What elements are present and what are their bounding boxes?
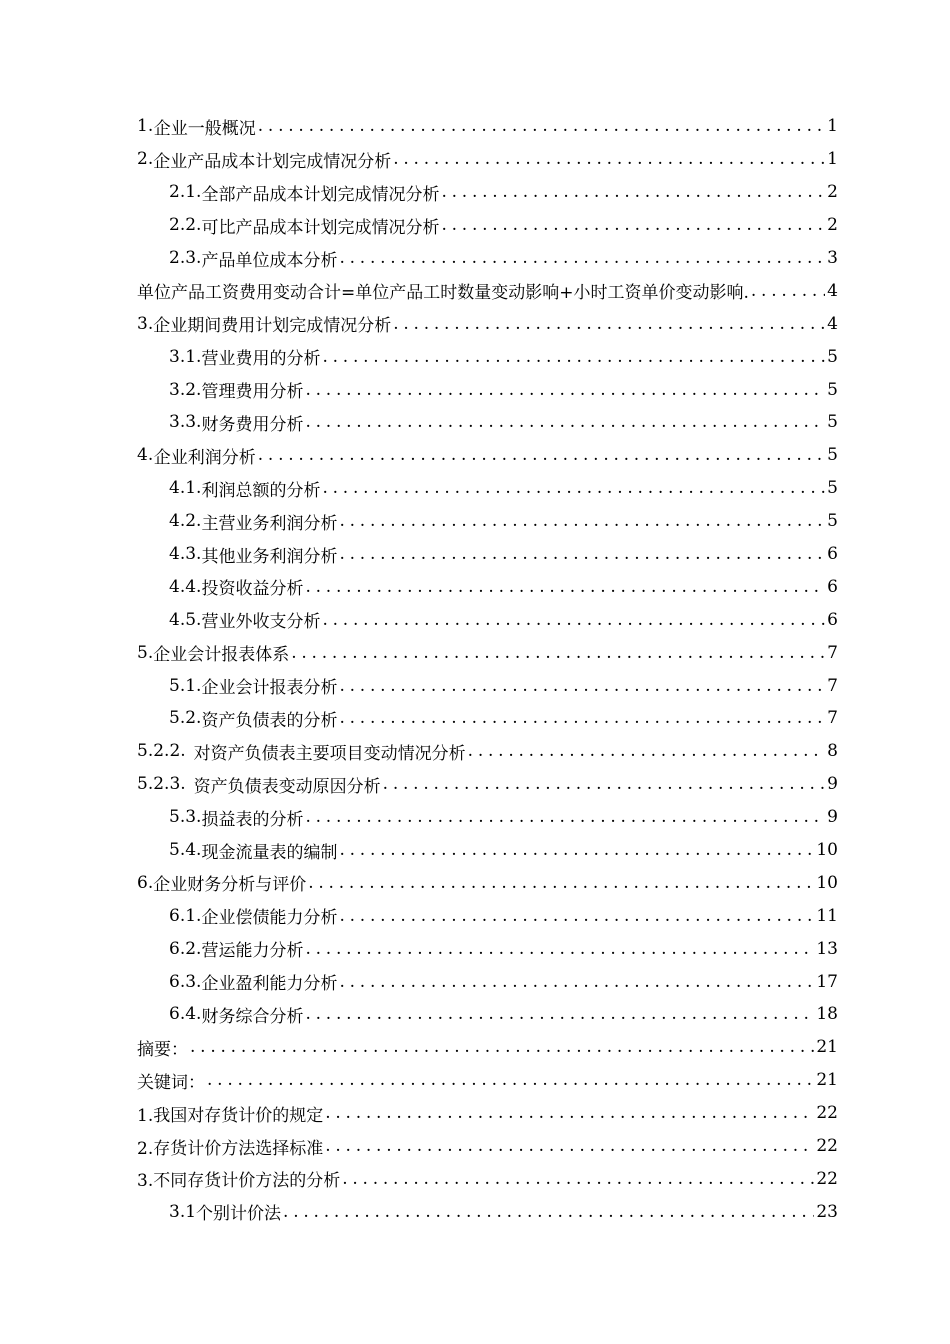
toc-entry[interactable] <box>137 603 838 636</box>
toc-entry-title: 摘要： <box>137 1039 188 1060</box>
toc-entry-page-number: 6 <box>827 544 838 565</box>
dot-leader <box>322 610 825 630</box>
toc-entry-number: 3. <box>137 313 154 334</box>
toc-entry[interactable] <box>137 998 838 1031</box>
toc-entry-number: 5.2.3. <box>137 774 186 795</box>
toc-entry-title: 营运能力分析 <box>201 941 304 962</box>
toc-entry[interactable] <box>137 735 838 768</box>
dot-leader <box>393 314 825 334</box>
toc-entry-title: 2.存货计价方法选择标准 <box>137 1138 324 1159</box>
table-of-contents <box>137 110 838 1228</box>
toc-entry-title: 企业产品成本计划完成情况分析 <box>153 151 392 172</box>
toc-entry-number: 6.4. <box>169 1004 202 1025</box>
toc-entry-title: 企业财务分析与评价 <box>153 875 307 896</box>
toc-entry-page-number: 22 <box>816 1168 838 1189</box>
toc-entry[interactable] <box>137 801 838 834</box>
dot-leader <box>339 544 825 564</box>
toc-entry-page-number: 5 <box>827 379 838 400</box>
toc-entry-number: 2.3. <box>169 248 202 268</box>
toc-entry-page-number: 4 <box>827 280 838 301</box>
toc-entry-page-number: 4 <box>827 313 838 334</box>
toc-entry-number: 6. <box>137 872 154 893</box>
dot-leader <box>207 1070 814 1090</box>
toc-entry-title: 营业外收支分析 <box>201 612 321 633</box>
dot-leader <box>305 577 825 597</box>
toc-entry[interactable] <box>137 209 838 242</box>
toc-entry-number: 3.1 <box>169 1201 197 1222</box>
toc-entry-page-number: 8 <box>827 741 838 762</box>
dot-leader <box>308 873 814 893</box>
dot-leader <box>258 116 825 136</box>
toc-entry-page-number: 1 <box>827 149 838 170</box>
toc-entry[interactable] <box>137 1130 838 1163</box>
toc-entry-number: 3.2. <box>169 379 202 400</box>
toc-entry-title: 财务综合分析 <box>201 1006 304 1027</box>
toc-entry[interactable] <box>137 1064 838 1097</box>
toc-entry-title: 资产负债表的分析 <box>201 710 338 731</box>
dot-leader <box>339 972 814 992</box>
dot-leader <box>305 1004 814 1024</box>
dot-leader <box>258 445 825 465</box>
toc-entry-page-number: 21 <box>816 1037 838 1058</box>
toc-entry-page-number: 5 <box>827 445 838 466</box>
toc-entry-title: 企业一般概况 <box>153 118 256 139</box>
toc-entry-page-number: 2 <box>827 215 838 236</box>
toc-entry-number: 1. <box>137 116 154 137</box>
toc-entry-page-number: 11 <box>816 905 838 926</box>
toc-entry-title: 损益表的分析 <box>201 809 304 830</box>
toc-entry-title: 全部产品成本计划完成情况分析 <box>201 184 440 205</box>
dot-leader <box>339 248 825 268</box>
dot-leader <box>305 807 825 827</box>
toc-entry-title: 3.不同存货计价方法的分析 <box>137 1171 341 1192</box>
toc-entry[interactable] <box>137 242 838 275</box>
dot-leader <box>305 380 825 400</box>
toc-entry-page-number: 7 <box>827 675 838 696</box>
toc-entry-title: 现金流量表的编制 <box>201 842 338 863</box>
toc-entry-title: 关键词： <box>137 1072 205 1093</box>
toc-entry-title: 资产负债表变动原因分析 <box>193 776 381 797</box>
toc-entry-title: 财务费用分析 <box>201 414 304 435</box>
dot-leader <box>441 182 825 202</box>
toc-entry-number: 2. <box>137 149 154 170</box>
dot-leader <box>305 939 814 959</box>
toc-entry-page-number: 1 <box>827 116 838 137</box>
toc-entry-page-number: 7 <box>827 642 838 663</box>
toc-entry-number: 5.1. <box>169 675 202 696</box>
toc-entry-number: 3.3. <box>169 412 202 433</box>
toc-entry-title: 企业会计报表体系 <box>153 645 290 666</box>
toc-entry-number: 6.2. <box>169 938 202 959</box>
toc-entry-page-number: 6 <box>827 576 838 597</box>
dot-leader <box>325 1103 814 1123</box>
dot-leader <box>393 149 825 169</box>
dot-leader <box>342 1169 814 1189</box>
toc-entry-page-number: 5 <box>827 346 838 367</box>
toc-entry[interactable] <box>137 768 838 801</box>
dot-leader <box>383 774 826 794</box>
toc-entry[interactable] <box>137 669 838 702</box>
toc-entry-number: 5.2. <box>169 708 202 729</box>
dot-leader <box>339 906 814 926</box>
toc-entry[interactable] <box>137 636 838 669</box>
toc-entry[interactable] <box>137 899 838 932</box>
toc-entry[interactable] <box>137 932 838 965</box>
toc-entry-page-number: 22 <box>816 1136 838 1157</box>
toc-entry-number: 6.1. <box>169 905 202 926</box>
toc-entry[interactable] <box>137 538 838 571</box>
toc-entry-title: 企业会计报表分析 <box>201 678 338 699</box>
toc-entry-title: 产品单位成本分析 <box>201 250 338 271</box>
toc-entry[interactable] <box>137 1031 838 1064</box>
dot-leader <box>339 676 825 696</box>
toc-entry-number: 4. <box>137 445 154 466</box>
toc-entry-page-number: 5 <box>827 412 838 433</box>
toc-entry-number: 5. <box>137 642 154 663</box>
dot-leader <box>339 840 814 860</box>
toc-entry-title: 单位产品工资费用变动合计=单位产品工时数量变动影响+小时工资单价变动影响. <box>137 283 749 304</box>
toc-entry-title: 其他业务利润分析 <box>201 546 338 567</box>
dot-leader <box>468 741 826 761</box>
toc-entry-title: 企业盈利能力分析 <box>201 974 338 995</box>
toc-entry-number: 4.1. <box>169 478 202 499</box>
toc-entry-title: 主营业务利润分析 <box>201 513 338 534</box>
toc-entry-title: 个别计价法 <box>196 1204 282 1225</box>
toc-entry[interactable] <box>137 866 838 899</box>
toc-entry-title: 利润总额的分析 <box>201 480 321 501</box>
toc-entry[interactable] <box>137 702 838 735</box>
toc-entry[interactable] <box>137 965 838 998</box>
toc-entry[interactable] <box>137 143 838 176</box>
toc-entry-page-number: 10 <box>816 872 838 893</box>
toc-entry[interactable] <box>137 505 838 538</box>
toc-entry[interactable] <box>137 373 838 406</box>
toc-entry-page-number: 5 <box>827 478 838 499</box>
toc-entry-page-number: 18 <box>816 1004 838 1025</box>
toc-entry-number: 2.1. <box>169 182 202 203</box>
toc-entry-page-number: 21 <box>816 1070 838 1091</box>
dot-leader <box>339 708 825 728</box>
toc-entry-title: 对资产负债表主要项目变动情况分析 <box>193 743 466 764</box>
dot-leader <box>291 643 825 663</box>
dot-leader <box>339 511 825 531</box>
toc-entry-number: 4.5. <box>169 609 202 630</box>
toc-entry[interactable] <box>137 176 838 209</box>
toc-entry[interactable] <box>137 439 838 472</box>
toc-entry-page-number: 5 <box>827 511 838 532</box>
toc-entry[interactable] <box>137 834 838 867</box>
toc-entry-number: 4.2. <box>169 511 202 532</box>
toc-entry-title: 可比产品成本计划完成情况分析 <box>201 217 440 238</box>
toc-entry-number: 3.1. <box>169 346 202 367</box>
toc-entry[interactable] <box>137 1195 838 1228</box>
toc-entry-page-number: 9 <box>827 807 838 828</box>
toc-entry[interactable] <box>137 472 838 505</box>
toc-entry-number: 5.3. <box>169 807 202 828</box>
toc-entry-title: 企业偿债能力分析 <box>201 908 338 929</box>
toc-entry[interactable] <box>137 110 838 143</box>
toc-entry[interactable] <box>137 274 838 307</box>
toc-entry-number: 2.2. <box>169 215 202 236</box>
toc-entry-title: 企业利润分析 <box>153 447 256 468</box>
toc-entry-page-number: 9 <box>827 774 838 795</box>
toc-entry-title: 企业期间费用计划完成情况分析 <box>153 316 392 337</box>
dot-leader <box>751 281 825 301</box>
toc-entry-number: 4.3. <box>169 544 202 565</box>
dot-leader <box>322 347 825 367</box>
toc-entry-title: 管理费用分析 <box>201 382 304 403</box>
toc-entry-page-number: 23 <box>816 1201 838 1222</box>
toc-entry-page-number: 22 <box>816 1103 838 1124</box>
toc-entry-page-number: 10 <box>816 840 838 861</box>
toc-entry-title: 营业费用的分析 <box>201 349 321 370</box>
toc-entry-number: 6.3. <box>169 971 202 992</box>
toc-entry[interactable] <box>137 570 838 603</box>
toc-entry[interactable] <box>137 307 838 340</box>
dot-leader <box>322 478 825 498</box>
dot-leader <box>325 1136 814 1156</box>
toc-entry-number: 5.2.2. <box>137 741 186 762</box>
toc-entry-page-number: 2 <box>827 182 838 203</box>
toc-entry[interactable] <box>137 1163 838 1196</box>
dot-leader <box>190 1037 814 1057</box>
dot-leader <box>283 1202 814 1222</box>
toc-entry-title: 投资收益分析 <box>201 579 304 600</box>
toc-entry[interactable] <box>137 406 838 439</box>
dot-leader <box>305 412 825 432</box>
toc-entry-page-number: 3 <box>827 248 838 268</box>
toc-entry[interactable] <box>137 340 838 373</box>
toc-entry-title: 1.我国对存货计价的规定 <box>137 1105 324 1126</box>
toc-entry-page-number: 7 <box>827 708 838 729</box>
toc-entry-page-number: 6 <box>827 609 838 630</box>
toc-entry-page-number: 13 <box>816 938 838 959</box>
toc-entry-number: 4.4. <box>169 576 202 597</box>
dot-leader <box>441 215 825 235</box>
toc-entry-page-number: 17 <box>816 971 838 992</box>
toc-entry-number: 5.4. <box>169 840 202 861</box>
toc-entry[interactable] <box>137 1097 838 1130</box>
